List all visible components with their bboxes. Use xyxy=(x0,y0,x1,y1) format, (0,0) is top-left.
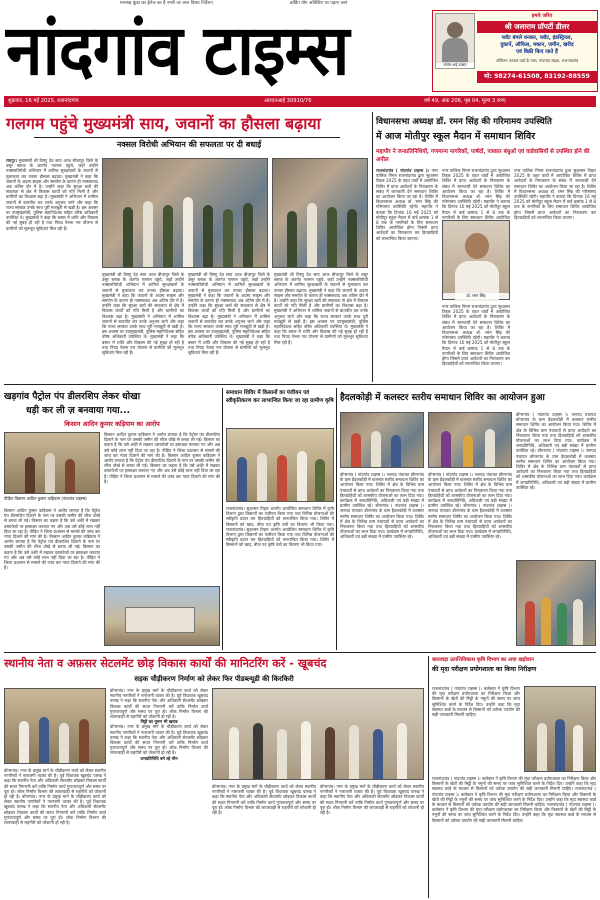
story2-body-col3 xyxy=(442,304,510,378)
story3-body-col2 xyxy=(104,432,220,582)
ad-line1: प्लॉट बंगले धनकर, प्लॉट, इंडस्ट्रियल, xyxy=(501,35,573,41)
story-soil-lab xyxy=(432,656,596,898)
story7-body-cont: राजनांदगांव ( नांदगांव टाइम्स )। कलेक्टर ने कृषि विभाग की मृदा परीक्षण प्रयोगशाला का निरीक्षण किया और किसानों के खेतों की मिट्टी के नमूनों की समय पर जांच सुनिश्चित करने के निर्देश दिए। उन्होंने कहा कि मृदा स्वास्थ्य कार्ड के माध्यम से किसानों को उर्वरक उपयोग की सही जानकारी मिलनी चाहिए। xyxy=(432,776,596,792)
row-divider xyxy=(4,384,596,385)
ad-name: श्री जलाराम प्रॉपर्टी डीलर xyxy=(477,21,597,33)
story-khubchand xyxy=(4,656,424,898)
story5-body-cont-2: डोंगरगांव ( नांदगांव टाइम्स )। जनपद पंचायत डोंगरगांव के ग्राम हैदलकोड़ी में कलस्टर स्तरीय समाधान शिविर का आयोजन किया गया। शिविर में क्षेत्र के विभिन्न ग्राम पंचायतों से प्राप्त आवेदनों का निराकरण किया गया तथा हितग्राहियों को शासकीय योजनाओं का लाभ दिया गया। कार्यक्रम में जनप्रतिनिधि, अधिकारी एवं बड़ी संख्या में ग्रामीण उपस्थित रहे। xyxy=(428,472,512,509)
dateline-reg: आरएनआई 30910/76 xyxy=(264,98,312,104)
story6-photo-1 xyxy=(4,688,106,764)
story6-headline: स्थानीय नेता व अफ़सर सेटलमेंट छोड़ विकास कार्यों की मानिटरिंग करें - खूबचंद xyxy=(4,657,327,670)
story1-body-col4 xyxy=(274,272,368,376)
story2-body-cont-3: नगर पालिक निगम राजनांदगांव द्वारा सुशासन तिहार 2025 के तहत वार्डों में आयोजित शिविर में प्राप्त आवेदनों के निराकरण के संबंध में जानकारी देने समाधान शिविर का आयोजन किया जा रहा है। शिविर में विधानसभा अध्यक्ष डॉ. रमन सिंह की गरिमामय उपस्थिति रहेगी। महापौर ने बताया कि दिनांक 16 मई 2025 को मोतीपुर स्कूल मैदान में वार्ड क्रमांक 1 से 8 तक के नागरिकों के लिए समाधान शिविर आयोजित होगा जिसमें प्राप्त आवेदनों का निराकरण कर हितग्राहियों को लाभान्वित किया जाएगा। xyxy=(514,168,596,220)
column-divider-3 xyxy=(336,388,337,650)
column-divider-4 xyxy=(428,656,429,898)
ad-tag: हमारे जरिए xyxy=(531,13,553,19)
dateline-issue: वर्ष 49, अंक 206, पृष्ठ 04, मूल्य 3 रुपए xyxy=(424,98,506,104)
story6-body: डोंगरगांव। नगर के प्रमुख मार्ग के चौड़ीकरण कार्य को लेकर स्थानीय नागरिकों ने नाराजगी व्यक्त की है। पूर्व विधायक खूबचंद पारख ने कहा कि स्थानीय नेता और अधिकारी सेटलमेंट छोड़कर विकास कार्यों की सतत निगरानी करें ताकि निर्माण कार्य गुणवत्तापूर्ण और समय पर पूरा हो। लोक निर्माण विभाग की लापरवाही से राहगीरों को परेशानी हो रही है। xyxy=(4,768,106,800)
ad-photo xyxy=(435,13,475,69)
story5-body-cont-5: डोंगरगांव ( नांदगांव टाइम्स )। जनपद पंचायत डोंगरगांव के ग्राम हैदलकोड़ी में कलस्टर स्तरीय समाधान शिविर का आयोजन किया गया। शिविर में क्षेत्र के विभिन्न ग्राम पंचायतों से प्राप्त आवेदनों का निराकरण किया गया तथा हितग्राहियों को शासकीय योजनाओं का लाभ दिया गया। कार्यक्रम में जनप्रतिनिधि, अधिकारी एवं बड़ी संख्या में ग्रामीण उपस्थित रहे। xyxy=(516,448,596,490)
story3-headline-1: खड़गांव पैट्रोल पंप डीलरशिप लेकर धोखा xyxy=(4,391,141,402)
divider xyxy=(34,137,340,138)
story-haidalkodi xyxy=(340,388,596,650)
story6-body-cont: डोंगरगांव। नगर के प्रमुख मार्ग के चौड़ीकरण कार्य को लेकर स्थानीय नागरिकों ने नाराजगी व्यक्त की है। पूर्व विधायक खूबचंद पारख ने कहा कि स्थानीय नेता और अधिकारी सेटलमेंट छोड़कर विकास कार्यों की सतत निगरानी करें ताकि निर्माण कार्य गुणवत्तापूर्ण और समय पर पूरा हो। लोक निर्माण विभाग की लापरवाही से राहगीरों को परेशानी हो रही है। xyxy=(4,794,106,826)
story5-photo-2 xyxy=(428,412,512,468)
story-raman-singh xyxy=(376,110,596,382)
story5-headline: हैदलकोड़ी में कलस्टर स्तरीय समाधान शिविर का आयोजन हुआ xyxy=(340,393,545,403)
dateline-date: शुक्रवार, 16 मई 2025, राजनांदगांव xyxy=(8,98,79,104)
story3-photo xyxy=(4,432,100,494)
masthead-title: नांदगांव टाइम्स xyxy=(6,10,349,91)
story1-body-cont: मुख्यमंत्री श्री विष्णु देव साय आज बीजापुर जिले के उसूर ब्लाक के अंतर्गत गलगम पहुंचे, जहाँ उन्होंने नक्सलविरोधी अभियान में शामिल सुरक्षाबलों के जवानों से मुलाकात कर उनका हौसला बढ़ाया। मुख्यमंत्री ने कहा कि जवानों के अदम्य साहस और समर्पण के कारण ही नक्सलवाद अब अंतिम दौर में है। उन्होंने कहा कि सुरक्षा बलों की सफलता से क्षेत्र में विकास कार्यों को गति मिली है और ग्रामीणों का विश्वास बढ़ा है। मुख्यमंत्री ने अभियान में शामिल जवानों से बातचीत कर उनके अनुभव जाने और कहा कि राज्य सरकार उनके साथ पूरी मजबूती से खड़ी है। इस अवसर पर उपमुख्यमंत्री, पुलिस महानिदेशक सहित वरिष्ठ अधिकारी उपस्थित थे। मुख्यमंत्री ने कहा कि बस्तर में शांति और विकास की नई सुबह हो रही है तथा नियद नेल्ला नार योजना से ग्रामीणों को मूलभूत सुविधाएं मिल रही हैं। xyxy=(102,272,184,356)
story3-body-cont-3: किसान आदिन कुमार कड़ियाम ने आरोप लगाया है कि पेट्रोल पंप डीलरशिप दिलाने के नाम पर उसकी जमीन की लीज धोखे से बनवा ली गई। किसान का कहना है कि उसे अंधेरे में रखकर दस्तावेजों पर हस्ताक्षर करवाए गए और अब उसे कोई लाभ नहीं दिया जा रहा है। पीड़ित ने जिला प्रशासन से मामले की जांच कर न्याय दिलाने की मांग की है। xyxy=(104,452,220,484)
story6-body-cont-2: डोंगरगांव। नगर के प्रमुख मार्ग के चौड़ीकरण कार्य को लेकर स्थानीय नागरिकों ने नाराजगी व्यक्त की है। पूर्व विधायक खूबचंद पारख ने कहा कि स्थानीय नेता और अधिकारी सेटलमेंट छोड़कर विकास कार्यों की सतत निगरानी करें ताकि निर्माण कार्य गुणवत्तापूर्ण और समय पर पूरा हो। लोक निर्माण विभाग की लापरवाही से राहगीरों को परेशानी हो रही है। xyxy=(110,688,208,720)
story2-headline-2: में आज मोतीपुर स्कूल मैदान में समाधान शिविर xyxy=(376,131,536,142)
story1-dateline: रायपुर। xyxy=(6,158,17,163)
story5-body-col3 xyxy=(516,412,596,556)
story5-body: डोंगरगांव ( नांदगांव टाइम्स )। जनपद पंचायत डोंगरगांव के ग्राम हैदलकोड़ी में कलस्टर स्तरीय समाधान शिविर का आयोजन किया गया। शिविर में क्षेत्र के विभिन्न ग्राम पंचायतों से प्राप्त आवेदनों का निराकरण किया गया तथा हितग्राहियों को शासकीय योजनाओं का लाभ दिया गया। कार्यक्रम में जनप्रतिनिधि, अधिकारी एवं बड़ी संख्या में ग्रामीण उपस्थित रहे। xyxy=(340,472,424,509)
story5-body-cont: डोंगरगांव ( नांदगांव टाइम्स )। जनपद पंचायत डोंगरगांव के ग्राम हैदलकोड़ी में कलस्टर स्तरीय समाधान शिविर का आयोजन किया गया। शिविर में क्षेत्र के विभिन्न ग्राम पंचायतों से प्राप्त आवेदनों का निराकरण किया गया तथा हितग्राहियों को शासकीय योजनाओं का लाभ दिया गया। कार्यक्रम में जनप्रतिनिधि, अधिकारी एवं बड़ी संख्या में ग्रामीण उपस्थित रहे। xyxy=(340,503,424,540)
story1-body-col3 xyxy=(188,272,270,376)
story1-body-col2 xyxy=(102,272,184,376)
story1-body-cont-2: मुख्यमंत्री श्री विष्णु देव साय आज बीजापुर जिले के उसूर ब्लाक के अंतर्गत गलगम पहुंचे, जहाँ उन्होंने नक्सलविरोधी अभियान में शामिल सुरक्षाबलों के जवानों से मुलाकात कर उनका हौसला बढ़ाया। मुख्यमंत्री ने कहा कि जवानों के अदम्य साहस और समर्पण के कारण ही नक्सलवाद अब अंतिम दौर में है। उन्होंने कहा कि सुरक्षा बलों की सफलता से क्षेत्र में विकास कार्यों को गति मिली है और ग्रामीणों का विश्वास बढ़ा है। मुख्यमंत्री ने अभियान में शामिल जवानों से बातचीत कर उनके अनुभव जाने और कहा कि राज्य सरकार उनके साथ पूरी मजबूती से खड़ी है। इस अवसर पर उपमुख्यमंत्री, पुलिस महानिदेशक सहित वरिष्ठ अधिकारी उपस्थित थे। मुख्यमंत्री ने कहा कि बस्तर में शांति और विकास की नई सुबह हो रही है तथा नियद नेल्ला नार योजना से ग्रामीणों को मूलभूत सुविधाएं मिल रही हैं। xyxy=(188,272,270,356)
ad-photo-caption: संतोष भाई ठक्कर xyxy=(436,63,474,68)
story7-body-col2 xyxy=(432,776,596,894)
story4-body-text: राजनांदगांव। सुशासन तिहार अंतर्गत आयोजित समाधान शिविर में कृषि विभाग द्वारा किसानों का पंजीयन किया गया तथा विभिन्न योजनाओं की स्वीकृति प्रदान कर हितग्राहियों को लाभान्वित किया गया। शिविर में किसानों को खाद, बीज एवं कृषि यंत्रों का वितरण भी किया गया। xyxy=(226,506,334,527)
ad-line2: दुकानें, ऑफिस, मकान, जमीन, खरीद xyxy=(500,42,574,48)
story6-body-col1 xyxy=(4,768,106,896)
story2-dateline: राजनांदगांव ( नांदगांव टाइम्स )। xyxy=(376,168,430,173)
top-strip-left: मनमाड़ कुंडा का ड्रेनेज का है नगरी तर आन विषय निर्देशन xyxy=(120,1,213,6)
dateline-bar xyxy=(4,96,596,107)
ad-line4: ऑफिस: बाजार वार्ड के पास, नांदगांव सड़क, राजनांदगांव xyxy=(495,58,579,63)
story5-body-cont-4: डोंगरगांव ( नांदगांव टाइम्स )। जनपद पंचायत डोंगरगांव के ग्राम हैदलकोड़ी में कलस्टर स्तरीय समाधान शिविर का आयोजन किया गया। शिविर में क्षेत्र के विभिन्न ग्राम पंचायतों से प्राप्त आवेदनों का निराकरण किया गया तथा हितग्राहियों को शासकीय योजनाओं का लाभ दिया गया। कार्यक्रम में जनप्रतिनिधि, अधिकारी एवं बड़ी संख्या में ग्रामीण उपस्थित रहे। xyxy=(516,412,596,454)
story5-body-col2 xyxy=(428,472,512,646)
story4-photo xyxy=(226,428,334,502)
ad-phone[interactable]: मो: 98274-61508, 83192-88559 xyxy=(477,71,597,83)
column-divider xyxy=(372,112,373,382)
story-cm-galgam xyxy=(4,110,370,380)
masthead xyxy=(0,8,600,94)
story6-body-col3 xyxy=(212,784,316,896)
person-body xyxy=(442,38,468,62)
story6-body-cont-5: डोंगरगांव। नगर के प्रमुख मार्ग के चौड़ीकरण कार्य को लेकर स्थानीय नागरिकों ने नाराजगी व्यक्त की है। पूर्व विधायक खूबचंद पारख ने कहा कि स्थानीय नेता और अधिकारी सेटलमेंट छोड़कर विकास कार्यों की सतत निगरानी करें ताकि निर्माण कार्य गुणवत्तापूर्ण और समय पर पूरा हो। लोक निर्माण विभाग की लापरवाही से राहगीरों को परेशानी हो रही है। xyxy=(320,784,424,816)
masthead-ad[interactable] xyxy=(432,10,598,92)
story7-body-cont-3: राजनांदगांव ( नांदगांव टाइम्स )। कलेक्टर ने कृषि विभाग की मृदा परीक्षण प्रयोगशाला का निरीक्षण किया और किसानों के खेतों की मिट्टी के नमूनों की समय पर जांच सुनिश्चित करने के निर्देश दिए। उन्होंने कहा कि मृदा स्वास्थ्य कार्ड के माध्यम से किसानों को उर्वरक उपयोग की सही जानकारी मिलनी चाहिए। xyxy=(432,802,596,823)
story3-body-cont: किसान आदिन कुमार कड़ियाम ने आरोप लगाया है कि पेट्रोल पंप डीलरशिप दिलाने के नाम पर उसकी जमीन की लीज धोखे से बनवा ली गई। किसान का कहना है कि उसे अंधेरे में रखकर दस्तावेजों पर हस्ताक्षर करवाए गए और अब उसे कोई लाभ नहीं दिया जा रहा है। पीड़ित ने जिला प्रशासन से मामले की जांच कर न्याय दिलाने की मांग की है। xyxy=(4,534,100,571)
story2-subhead: महापौर ने जनप्रतिनिधियों, गणमान्य नागरिकों, पार्षदों, पत्रकार बंधुओं एवं वार्डवासियों से उपस्थित होने की अपील xyxy=(376,149,590,163)
ad-line3: एवं बिक्री किए जाते हैं xyxy=(516,49,558,55)
story1-body-col1 xyxy=(6,158,98,376)
story6-mid-heading: मिट्टी का मुरुम भी खराब xyxy=(140,719,178,725)
story2-body-col1 xyxy=(376,168,438,378)
story7-body-cont-2: राजनांदगांव ( नांदगांव टाइम्स )। कलेक्टर ने कृषि विभाग की मृदा परीक्षण प्रयोगशाला का निरीक्षण किया और किसानों के खेतों की मिट्टी के नमूनों की समय पर जांच सुनिश्चित करने के निर्देश दिए। उन्होंने कहा कि मृदा स्वास्थ्य कार्ड के माध्यम से किसानों को उर्वरक उपयोग की सही जानकारी मिलनी चाहिए। xyxy=(432,786,596,808)
story2-photo-caption: डॉ. रमन सिंह xyxy=(443,293,509,299)
story3-headline-2: धड़ी कर ली ज़ बनवाया गया... xyxy=(26,405,131,416)
story6-photo-2 xyxy=(212,688,424,780)
story5-body-cont-3: डोंगरगांव ( नांदगांव टाइम्स )। जनपद पंचायत डोंगरगांव के ग्राम हैदलकोड़ी में कलस्टर स्तरीय समाधान शिविर का आयोजन किया गया। शिविर में क्षेत्र के विभिन्न ग्राम पंचायतों से प्राप्त आवेदनों का निराकरण किया गया तथा हितग्राहियों को शासकीय योजनाओं का लाभ दिया गया। कार्यक्रम में जनप्रतिनिधि, अधिकारी एवं बड़ी संख्या में ग्रामीण उपस्थित रहे। xyxy=(428,503,512,540)
story1-subhead: नक्सल विरोधी अभियान की सफलता पर दी बधाई xyxy=(116,140,262,149)
story7-body-col1 xyxy=(432,686,520,770)
story7-headline-2: की मृदा परीक्षण प्रयोगशाला का किया निरीक्षण xyxy=(432,666,537,673)
story7-photo xyxy=(524,686,596,772)
story3-subhead: किसान आदिन कुमार कड़ियाम का आरोप xyxy=(64,420,160,428)
story2-headline-1: विधानसभा अध्यक्ष डॉ. रमन सिंह की गरिमामय उपस्थिति xyxy=(376,117,552,127)
story7-headline-1: बालवाड़ा उत्पत्तिविकाश कृषि विभाग का अचा खड़ोवान xyxy=(432,657,534,663)
story2-body-cont-2: नगर पालिक निगम राजनांदगांव द्वारा सुशासन तिहार 2025 के तहत वार्डों में आयोजित शिविर में प्राप्त आवेदनों के निराकरण के संबंध में जानकारी देने समाधान शिविर का आयोजन किया जा रहा है। शिविर में विधानसभा अध्यक्ष डॉ. रमन सिंह की गरिमामय उपस्थिति रहेगी। महापौर ने बताया कि दिनांक 16 मई 2025 को मोतीपुर स्कूल मैदान में वार्ड क्रमांक 1 से 8 तक के नागरिकों के लिए समाधान शिविर आयोजित होगा जिसमें प्राप्त आवेदनों का निराकरण कर हितग्राहियों को लाभान्वित किया जाएगा। xyxy=(442,304,510,367)
story4-body xyxy=(226,506,334,646)
person-silhouette xyxy=(447,22,463,38)
story6-body-cont-4: डोंगरगांव। नगर के प्रमुख मार्ग के चौड़ीकरण कार्य को लेकर स्थानीय नागरिकों ने नाराजगी व्यक्त की है। पूर्व विधायक खूबचंद पारख ने कहा कि स्थानीय नेता और अधिकारी सेटलमेंट छोड़कर विकास कार्यों की सतत निगरानी करें ताकि निर्माण कार्य गुणवत्तापूर्ण और समय पर पूरा हो। लोक निर्माण विभाग की लापरवाही से राहगीरों को परेशानी हो रही है। xyxy=(212,784,316,816)
story5-photo-1 xyxy=(340,412,424,468)
story2-photo xyxy=(442,220,510,300)
story2-body-col4 xyxy=(514,168,596,378)
story1-headline: गलगम पहुंचे मुख्यमंत्री साय, जवानों का हौसला बढ़ाया xyxy=(6,114,321,133)
story1-body: मुख्यमंत्री श्री विष्णु देव साय आज बीजापुर जिले के उसूर ब्लाक के अंतर्गत गलगम पहुंचे, जहाँ उन्होंने नक्सलविरोधी अभियान में शामिल सुरक्षाबलों के जवानों से मुलाकात कर उनका हौसला बढ़ाया। मुख्यमंत्री ने कहा कि जवानों के अदम्य साहस और समर्पण के कारण ही नक्सलवाद अब अंतिम दौर में है। उन्होंने कहा कि सुरक्षा बलों की सफलता से क्षेत्र में विकास कार्यों को गति मिली है और ग्रामीणों का विश्वास बढ़ा है। मुख्यमंत्री ने अभियान में शामिल जवानों से बातचीत कर उनके अनुभव जाने और कहा कि राज्य सरकार उनके साथ पूरी मजबूती से खड़ी है। इस अवसर पर उपमुख्यमंत्री, पुलिस महानिदेशक सहित वरिष्ठ अधिकारी उपस्थित थे। मुख्यमंत्री ने कहा कि बस्तर में शांति और विकास की नई सुबह हो रही है तथा नियद नेल्ला नार योजना से ग्रामीणों को मूलभूत सुविधाएं मिल रही हैं। xyxy=(6,158,98,231)
story3-body-col1 xyxy=(4,508,100,646)
person-head xyxy=(465,233,489,259)
story3-body: किसान आदिन कुमार कड़ियाम ने आरोप लगाया है कि पेट्रोल पंप डीलरशिप दिलाने के नाम पर उसकी जमीन की लीज धोखे से बनवा ली गई। किसान का कहना है कि उसे अंधेरे में रखकर दस्तावेजों पर हस्ताक्षर करवाए गए और अब उसे कोई लाभ नहीं दिया जा रहा है। पीड़ित ने जिला प्रशासन से मामले की जांच कर न्याय दिलाने की मांग की है। xyxy=(4,508,100,540)
story7-body: राजनांदगांव ( नांदगांव टाइम्स )। कलेक्टर ने कृषि विभाग की मृदा परीक्षण प्रयोगशाला का निरीक्षण किया और किसानों के खेतों की मिट्टी के नमूनों की समय पर जांच सुनिश्चित करने के निर्देश दिए। उन्होंने कहा कि मृदा स्वास्थ्य कार्ड के माध्यम से किसानों को उर्वरक उपयोग की सही जानकारी मिलनी चाहिए। xyxy=(432,686,520,718)
story3-body-cont-2: किसान आदिन कुमार कड़ियाम ने आरोप लगाया है कि पेट्रोल पंप डीलरशिप दिलाने के नाम पर उसकी जमीन की लीज धोखे से बनवा ली गई। किसान का कहना है कि उसे अंधेरे में रखकर दस्तावेजों पर हस्ताक्षर करवाए गए और अब उसे कोई लाभ नहीं दिया जा रहा है। पीड़ित ने जिला प्रशासन से मामले की जांच कर न्याय दिलाने की मांग की है। xyxy=(104,432,220,458)
story2-body-col2 xyxy=(442,168,510,220)
story-petrol-pump xyxy=(4,388,220,650)
story1-body-cont-3: मुख्यमंत्री श्री विष्णु देव साय आज बीजापुर जिले के उसूर ब्लाक के अंतर्गत गलगम पहुंचे, जहाँ उन्होंने नक्सलविरोधी अभियान में शामिल सुरक्षाबलों के जवानों से मुलाकात कर उनका हौसला बढ़ाया। मुख्यमंत्री ने कहा कि जवानों के अदम्य साहस और समर्पण के कारण ही नक्सलवाद अब अंतिम दौर में है। उन्होंने कहा कि सुरक्षा बलों की सफलता से क्षेत्र में विकास कार्यों को गति मिली है और ग्रामीणों का विश्वास बढ़ा है। मुख्यमंत्री ने अभियान में शामिल जवानों से बातचीत कर उनके अनुभव जाने और कहा कि राज्य सरकार उनके साथ पूरी मजबूती से खड़ी है। इस अवसर पर उपमुख्यमंत्री, पुलिस महानिदेशक सहित वरिष्ठ अधिकारी उपस्थित थे। मुख्यमंत्री ने कहा कि बस्तर में शांति और विकास की नई सुबह हो रही है तथा नियद नेल्ला नार योजना से ग्रामीणों को मूलभूत सुविधाएं मिल रही हैं। xyxy=(274,272,368,345)
story6-body-col4 xyxy=(320,784,424,896)
story1-photo-2 xyxy=(272,158,368,268)
story-farmer-registration xyxy=(226,388,334,650)
story4-body-text-cont: राजनांदगांव। सुशासन तिहार अंतर्गत आयोजित समाधान शिविर में कृषि विभाग द्वारा किसानों का पंजीयन किया गया तथा विभिन्न योजनाओं की स्वीकृति प्रदान कर हितग्राहियों को लाभान्वित किया गया। शिविर में किसानों को खाद, बीज एवं कृषि यंत्रों का वितरण भी किया गया। xyxy=(226,526,334,548)
story6-body-cont-3: डोंगरगांव। नगर के प्रमुख मार्ग के चौड़ीकरण कार्य को लेकर स्थानीय नागरिकों ने नाराजगी व्यक्त की है। पूर्व विधायक खूबचंद पारख ने कहा कि स्थानीय नेता और अधिकारी सेटलमेंट छोड़कर विकास कार्यों की सतत निगरानी करें ताकि निर्माण कार्य गुणवत्तापूर्ण और समय पर पूरा हो। लोक निर्माण विभाग की लापरवाही से राहगीरों को परेशानी हो रही है। xyxy=(110,724,208,756)
story2-body: नगर पालिक निगम राजनांदगांव द्वारा सुशासन तिहार 2025 के तहत वार्डों में आयोजित शिविर में प्राप्त आवेदनों के निराकरण के संबंध में जानकारी देने समाधान शिविर का आयोजन किया जा रहा है। शिविर में विधानसभा अध्यक्ष डॉ. रमन सिंह की गरिमामय उपस्थिति रहेगी। महापौर ने बताया कि दिनांक 16 मई 2025 को मोतीपुर स्कूल मैदान में वार्ड क्रमांक 1 से 8 तक के नागरिकों के लिए समाधान शिविर आयोजित होगा जिसमें प्राप्त आवेदनों का निराकरण कर हितग्राहियों को लाभान्वित किया जाएगा। xyxy=(376,168,438,241)
story6-mid-heading-2: जनप्रतिनिधि बने रहे मौन xyxy=(140,755,178,761)
top-strip-right: ब्रांडिंग योग अविशिष्ट पर पढ़ाए जाएं xyxy=(290,1,348,6)
row-divider-2 xyxy=(4,652,596,653)
story6-subhead: सड़क चौड़ीकरण निर्माण को लेकर फिर पीडब्ल्यूडी की किरकिरी xyxy=(134,675,294,683)
story5-body-col1 xyxy=(340,472,424,646)
story3-caption: पीड़ित किसान आदिन कुमार कड़ियाम (नांदगांव टाइम्स) xyxy=(4,496,87,501)
column-divider-2 xyxy=(222,388,223,650)
story4-headline: समाधान शिविर में किसानों का पंजीयन एवं स्वीकृतिकरण कर लाभान्वित किया जा रहा ग्रामीण कृषि xyxy=(226,390,334,404)
story2-body-cont: नगर पालिक निगम राजनांदगांव द्वारा सुशासन तिहार 2025 के तहत वार्डों में आयोजित शिविर में प्राप्त आवेदनों के निराकरण के संबंध में जानकारी देने समाधान शिविर का आयोजन किया जा रहा है। शिविर में विधानसभा अध्यक्ष डॉ. रमन सिंह की गरिमामय उपस्थिति रहेगी। महापौर ने बताया कि दिनांक 16 मई 2025 को मोतीपुर स्कूल मैदान में वार्ड क्रमांक 1 से 8 तक के नागरिकों के लिए समाधान शिविर आयोजित xyxy=(442,168,510,220)
story6-body-col2 xyxy=(110,688,208,896)
building-shape xyxy=(125,607,195,633)
story3-photo-2 xyxy=(104,586,220,646)
story5-photo-3 xyxy=(516,560,596,646)
story1-photo xyxy=(102,158,268,268)
